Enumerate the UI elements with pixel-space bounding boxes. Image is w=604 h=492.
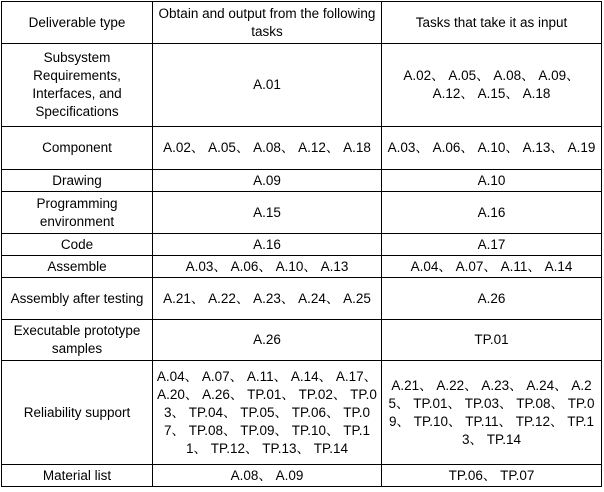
input-tasks-cell: TP.06、 TP.07 xyxy=(382,465,602,487)
input-tasks-cell: A.26 xyxy=(382,278,602,320)
obtain-output-cell: A.03、 A.06、 A.10、 A.13 xyxy=(153,256,382,278)
input-tasks-cell: A.21、 A.22、 A.23、 A.24、 A.25、 TP.01、 TP.03、 TP.08、 TP.09、 TP.10、 TP.11、 TP.12、 TP.13、 TP.14 xyxy=(382,361,602,465)
table-row xyxy=(2,127,602,170)
obtain-output-cell: A.02、 A.05、 A.08、 A.12、 A.18 xyxy=(153,127,382,170)
header-obtain-output: Obtain and output from the following tasks xyxy=(153,2,382,44)
deliverable-type-cell: Material list xyxy=(2,465,153,487)
deliverable-type-cell: Programming environment xyxy=(2,192,153,234)
table-row xyxy=(2,44,602,127)
deliverable-type-cell: Component xyxy=(2,127,153,170)
table-row xyxy=(2,465,602,487)
input-tasks-cell: A.02、 A.05、 A.08、 A.09、 A.12、 A.15、 A.18 xyxy=(382,44,602,127)
table-row xyxy=(2,170,602,192)
header-input-tasks: Tasks that take it as input xyxy=(382,2,602,44)
deliverables-table xyxy=(1,1,602,487)
input-tasks-cell: A.16 xyxy=(382,192,602,234)
obtain-output-cell: A.01 xyxy=(153,44,382,127)
deliverable-type-cell: Executable prototype samples xyxy=(2,320,153,361)
input-tasks-cell: A.17 xyxy=(382,234,602,256)
input-tasks-cell: A.10 xyxy=(382,170,602,192)
deliverable-type-cell: Subsystem Requirements, Interfaces, and Specifications xyxy=(2,44,153,127)
obtain-output-cell: A.15 xyxy=(153,192,382,234)
table-row xyxy=(2,361,602,465)
obtain-output-cell: A.09 xyxy=(153,170,382,192)
deliverable-type-cell: Reliability support xyxy=(2,361,153,465)
deliverable-type-cell: Assembly after testing xyxy=(2,278,153,320)
input-tasks-cell: TP.01 xyxy=(382,320,602,361)
deliverable-type-cell: Assemble xyxy=(2,256,153,278)
obtain-output-cell: A.16 xyxy=(153,234,382,256)
header-deliverable-type: Deliverable type xyxy=(2,2,153,44)
header-row xyxy=(2,2,602,44)
table-row xyxy=(2,234,602,256)
input-tasks-cell: A.03、 A.06、 A.10、 A.13、 A.19 xyxy=(382,127,602,170)
table-row xyxy=(2,256,602,278)
input-tasks-cell: A.04、 A.07、 A.11、 A.14 xyxy=(382,256,602,278)
obtain-output-cell: A.26 xyxy=(153,320,382,361)
table-row xyxy=(2,278,602,320)
deliverable-type-cell: Code xyxy=(2,234,153,256)
obtain-output-cell: A.04、 A.07、 A.11、 A.14、 A.17、 A.20、 A.26、 TP.01、 TP.02、 TP.03、 TP.04、 TP.05、 TP.06、 TP.07、 TP.08、 TP.09、 TP.10、 TP.11、 TP.12、 TP.13、 TP.14 xyxy=(153,361,382,465)
table-row xyxy=(2,320,602,361)
obtain-output-cell: A.21、 A.22、 A.23、 A.24、 A.25 xyxy=(153,278,382,320)
table-row xyxy=(2,192,602,234)
obtain-output-cell: A.08、 A.09 xyxy=(153,465,382,487)
deliverable-type-cell: Drawing xyxy=(2,170,153,192)
